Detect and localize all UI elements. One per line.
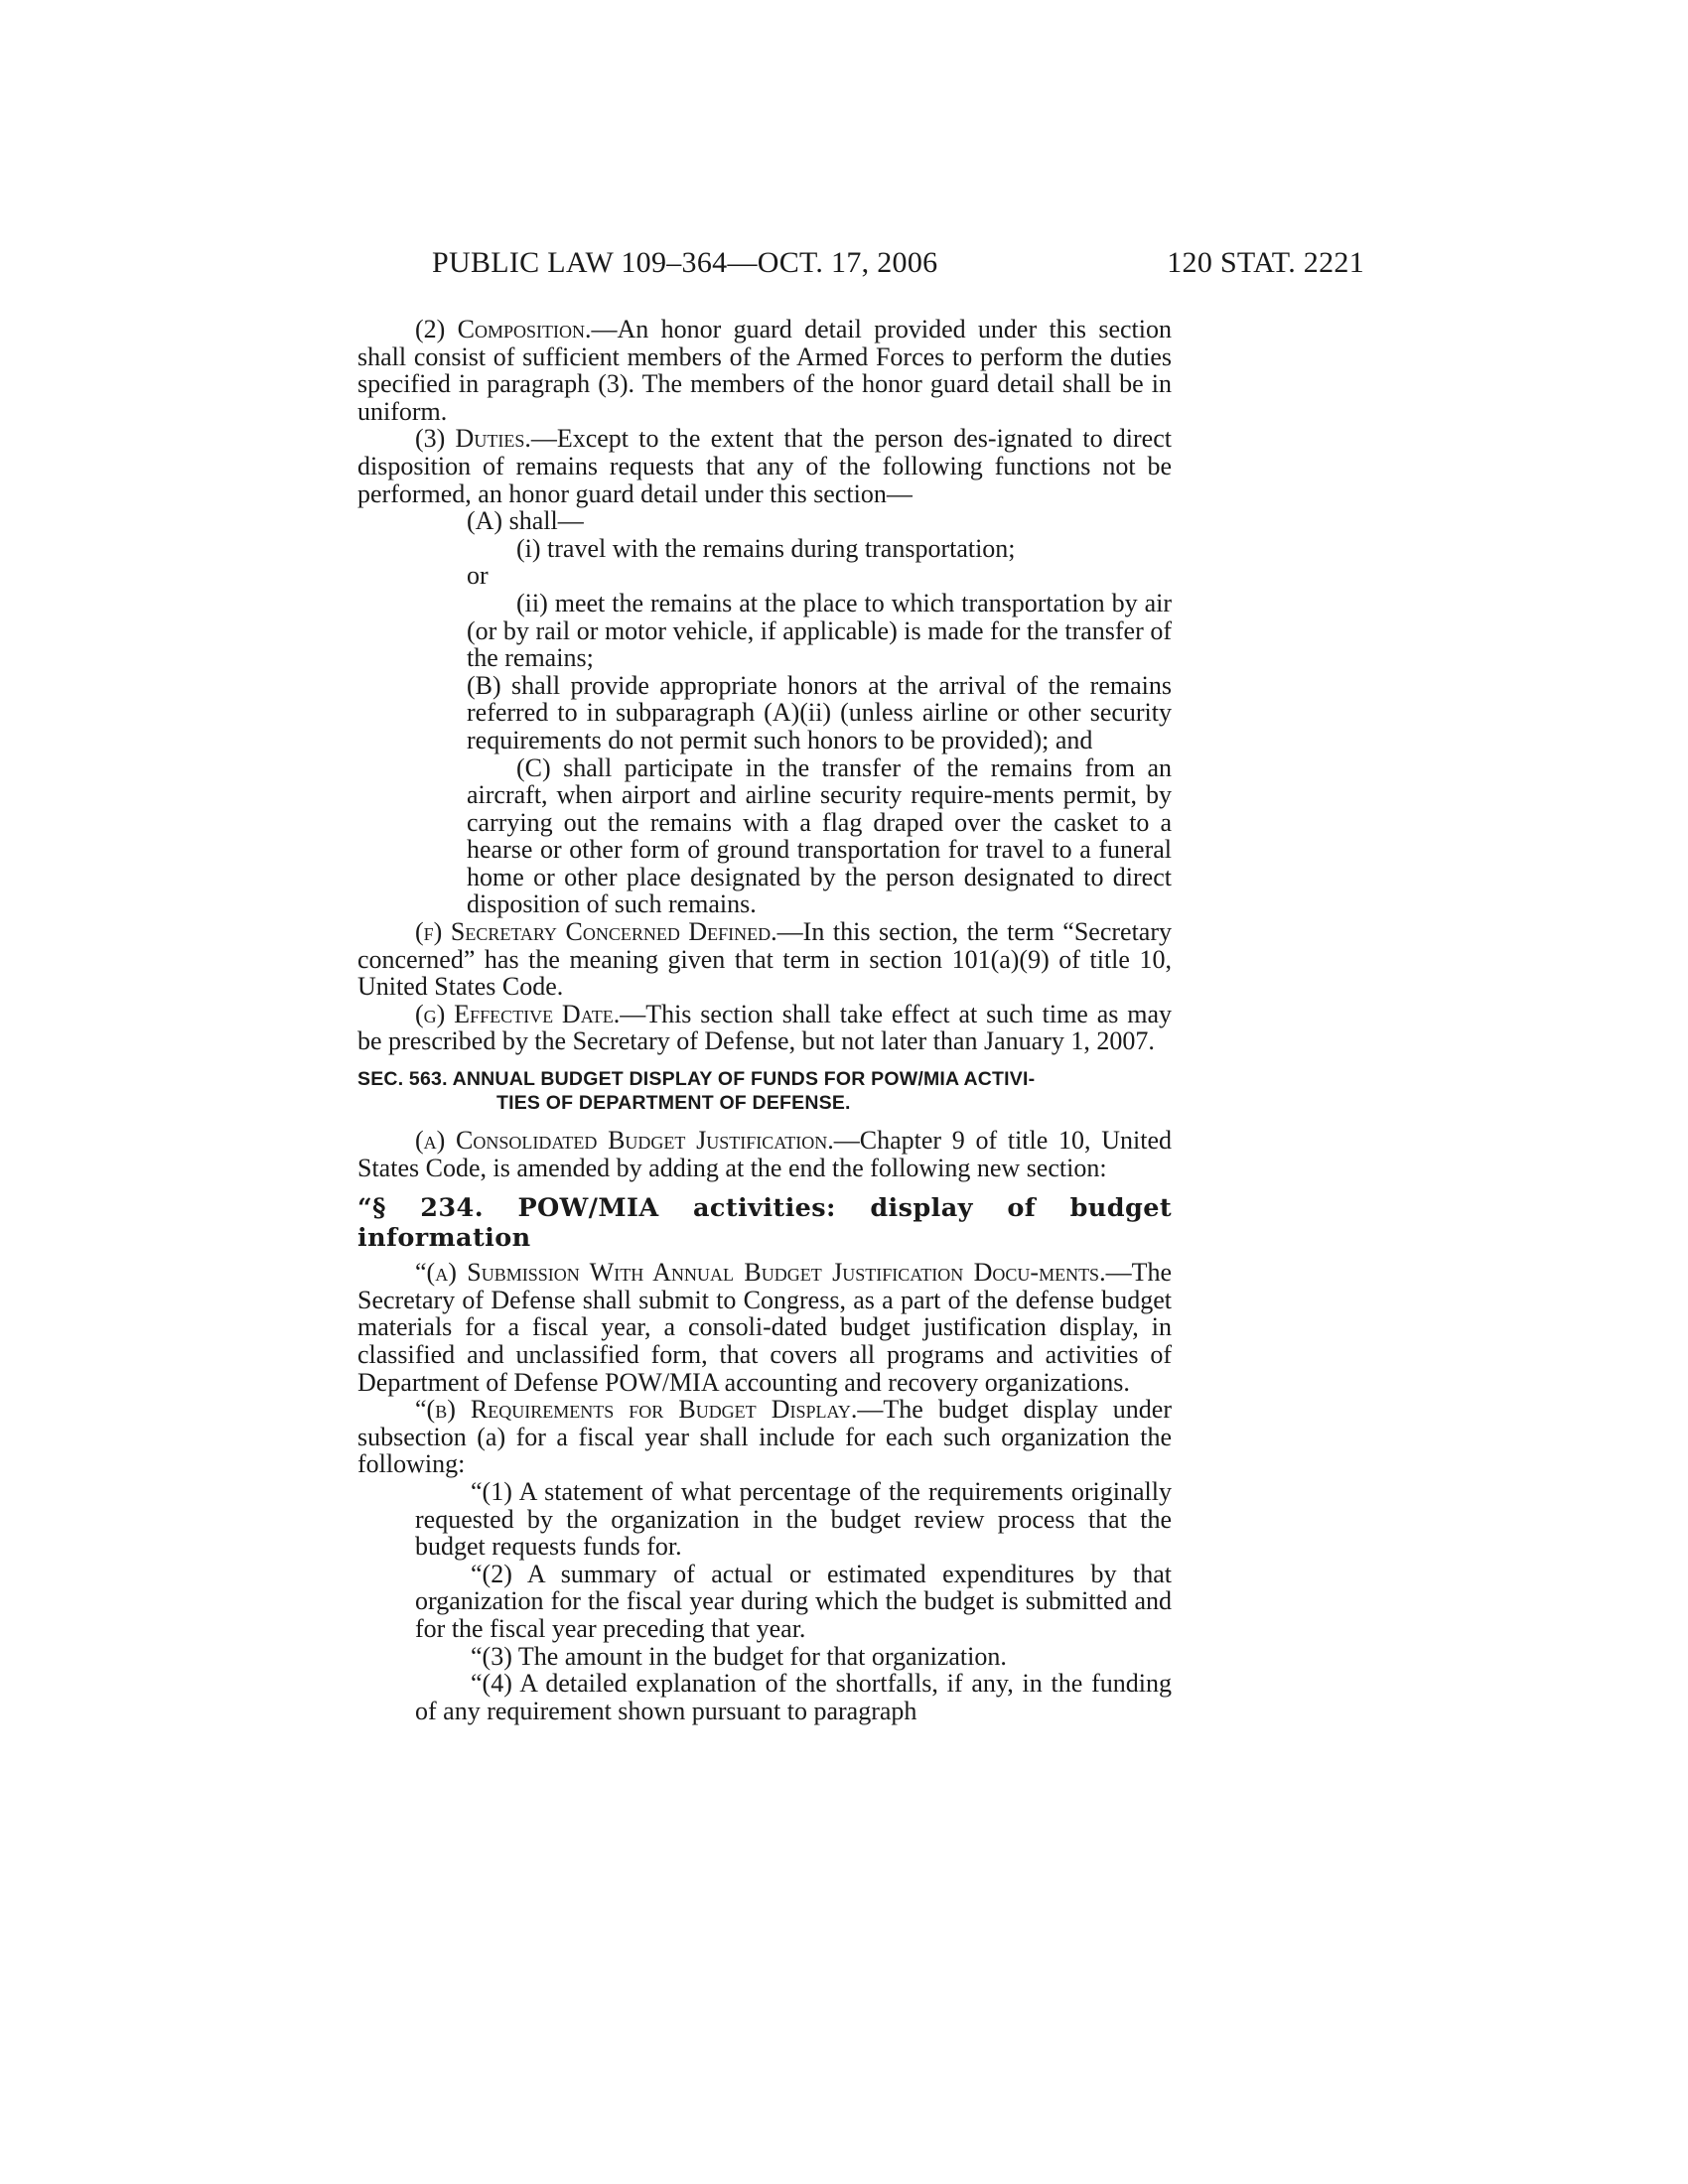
section-563-a-label: (a) Consolidated Budget Justification. [415,1126,834,1156]
section-234-subsection-a [357,1259,1172,1396]
subparagraph-c: (C) shall participate in the transfer of the remains from an aircraft, when airport and airline security require-ments permit, by carrying out the remains with a flag draped over the casket to a hearse or other form of ground transportation for travel to a funeral home or other place designated by the person designated to direct disposition of such remains. [467,752,1172,919]
section-234-b-label: “(b) Requirements for Budget Display. [415,1395,858,1425]
running-head: PUBLIC LAW 109–364—OCT. 17, 2006 [432,246,938,279]
f-text: —In this section, the term “Secretary concerned” has the meaning given that term in section 101(a)(9) of title 10, United States Code. [357,917,1172,1002]
subparagraph-a: (A) shall— [467,506,584,536]
section-563-a-text: —Chapter 9 of title 10, United States Code, is amended by adding at the end the following new section: [357,1126,1172,1182]
section-234-a-label: “(a) Submission With Annual Budget Justification Docu-ments. [415,1258,1106,1288]
section-234-subsection-b [357,1396,1172,1478]
duties-text: —Except to the extent that the person des-ignated to direct disposition of remains requests that any of the following functions not be performed, an honor guard detail under this section— [357,424,1172,508]
section-234-a-text: —The Secretary of Defense shall submit to Congress, as a part of the defense budget materials for a fiscal year, a consoli-dated budget justification display, in classified and unclassified form, that covers all programs and activities of Department of Defense POW/MIA accounting and recovery organizations. [357,1258,1172,1397]
g-label: (g) Effective Date. [415,999,621,1028]
section-234-item-1: “(1) A statement of what percentage of the requirements originally requested by the organization in the budget review process that the budget requests funds for. [415,1476,1172,1562]
section-234-item-2: “(2) A summary of actual or estimated expenditures by that organization for the fiscal year during which the budget is submitted and for the fiscal year preceding that year. [415,1559,1172,1643]
section-234-item-4: “(4) A detailed explanation of the shortfalls, if any, in the funding of any requirement shown pursuant to paragraph [415,1669,1172,1725]
section-234-b-text: —The budget display under subsection (a) for a fiscal year shall include for each such organization the following: [357,1395,1172,1479]
paragraph-composition [357,316,1172,425]
duties-label: (3) Duties. [415,424,531,454]
subparagraph-b-text: (B) shall provide appropriate honors at the arrival of the remains referred to in subparagraph (A)(ii) (unless airline or other security requirements do not permit such honors to be provided); and [467,670,1172,754]
paragraph-duties [357,425,1172,507]
subsection-g [357,1001,1172,1055]
body-text [357,316,1172,1724]
composition-label: (2) Composition. [415,315,592,343]
section-563-heading [357,1067,1172,1115]
clause-a-ii: (ii) meet the remains at the place to which transportation by air (or by rail or motor vehicle, if applicable) is made for the transfer of the remains; [467,588,1172,673]
section-563-heading-line2: TIES OF DEPARTMENT OF DEFENSE. [496,1092,851,1115]
subparagraph-b [357,672,1172,754]
or-connector: or [467,561,489,591]
f-label: (f) Secretary Concerned Defined. [415,917,777,947]
statute-citation: 120 STAT. 2221 [1167,246,1364,279]
clause-a-i: (i) travel with the remains during transportation; [516,533,1016,563]
section-234-item-3: “(3) The amount in the budget for that organization. [471,1641,1007,1671]
section-563-subsection-a [357,1127,1172,1181]
page-header [0,246,1688,286]
section-234-title: “§ 234. POW/MIA activities: display of budget information [357,1193,1172,1254]
section-563-heading-line1: SEC. 563. ANNUAL BUDGET DISPLAY OF FUNDS FOR POW/MIA ACTIVI- [357,1068,1036,1091]
subsection-f [357,918,1172,1001]
composition-text: —An honor guard detail provided under this section shall consist of sufficient members of the Armed Forces to perform the duties specified in paragraph (3). The members of the honor guard detail shall be in uniform. [357,315,1172,426]
g-text: —This section shall take effect at such time as may be prescribed by the Secretary of Defense, but not later than January 1, 2007. [357,999,1172,1056]
